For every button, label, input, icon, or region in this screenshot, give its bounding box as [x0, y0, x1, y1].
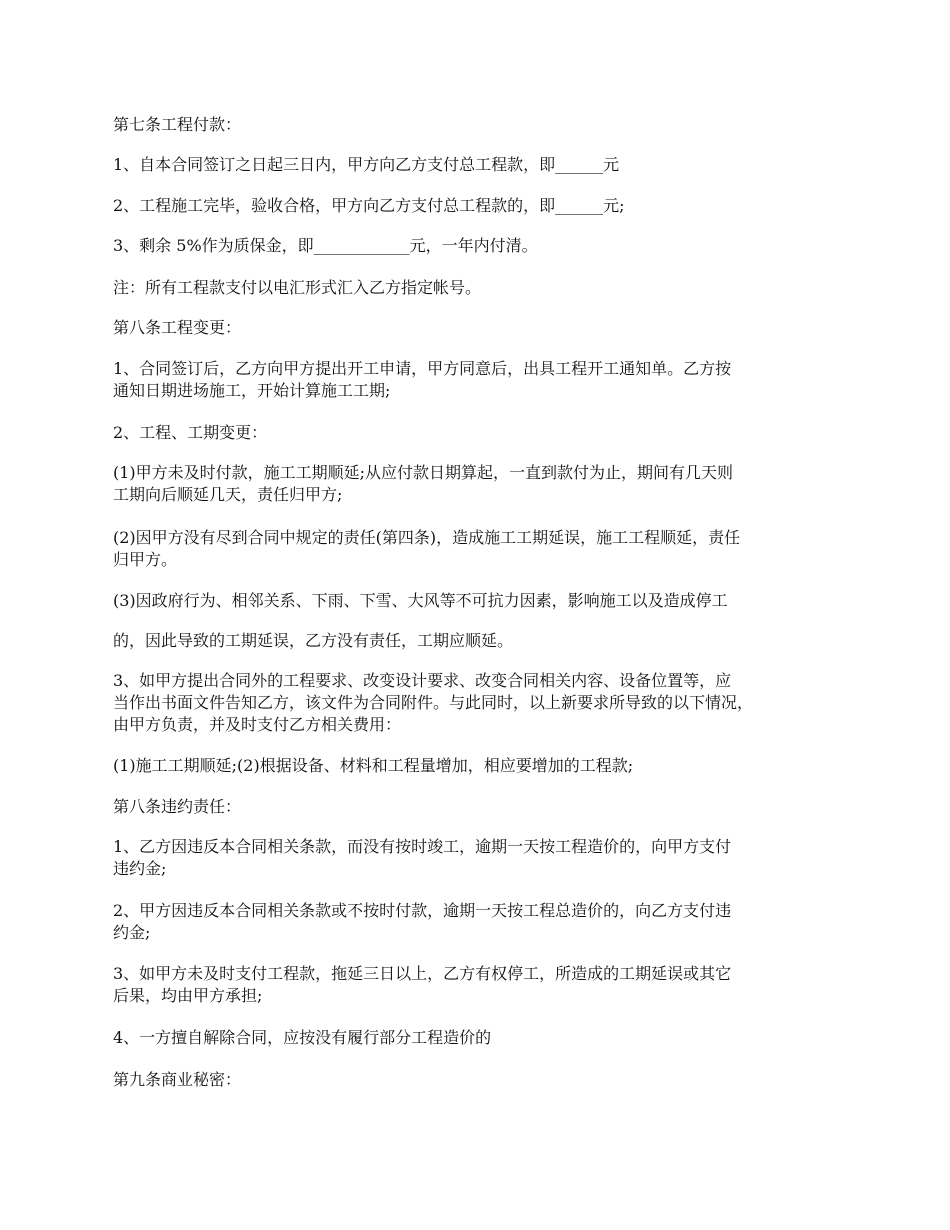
payment-clause-1: 1、自本合同签订之日起三日内，甲方向乙方支付总工程款，即______元: [113, 155, 620, 174]
breach-clause-1-line-2: 违约金;: [113, 859, 167, 878]
change-clause-3-items: (1)施工工期顺延;(2)根据设备、材料和工程量增加，相应要增加的工程款;: [113, 756, 634, 775]
breach-clause-3-line-2: 后果，均由甲方承担;: [113, 986, 263, 1005]
change-item-3-line-1: (3)因政府行为、相邻关系、下雨、下雪、大风等不可抗力因素，影响施工以及造成停工: [113, 591, 728, 610]
change-clause-1-line-2: 通知日期进场施工，开始计算施工工期;: [113, 381, 391, 400]
change-item-1-line-1: (1)甲方未及时付款，施工工期顺延;从应付款日期算起，一直到款付为止，期间有几天则: [113, 463, 734, 482]
payment-note: 注：所有工程款支付以电汇形式汇入乙方指定帐号。: [113, 278, 482, 297]
change-clause-2-heading: 2、工程、工期变更：: [113, 423, 268, 442]
change-clause-3-line-3: 由甲方负责，并及时支付乙方相关费用：: [113, 715, 402, 734]
change-item-2-line-1: (2)因甲方没有尽到合同中规定的责任(第四条)，造成施工工期延误，施工工程顺延，责任: [113, 528, 741, 547]
breach-clause-1-line-1: 1、乙方因违反本合同相关条款，而没有按时竣工，逾期一天按工程造价的，向甲方支付: [113, 837, 732, 856]
breach-heading: 第八条违约责任：: [113, 797, 242, 816]
change-item-2-line-2: 归甲方。: [113, 550, 178, 569]
change-clause-3-line-2: 当作出书面文件告知乙方，该文件为合同附件。与此同时，以上新要求所导致的以下情况，: [113, 693, 754, 712]
change-clause-3-line-1: 3、如甲方提出合同外的工程要求、改变设计要求、改变合同相关内容、设备位置等，应: [113, 671, 732, 690]
payment-clause-2: 2、工程施工完毕，验收合格，甲方向乙方支付总工程款的，即______元;: [113, 196, 625, 215]
article-9-heading: 第九条商业秘密：: [113, 1070, 242, 1089]
change-item-3-line-2: 的，因此导致的工期延误，乙方没有责任，工期应顺延。: [113, 631, 514, 650]
breach-clause-3-line-1: 3、如甲方未及时支付工程款，拖延三日以上，乙方有权停工，所造成的工期延误或其它: [113, 964, 732, 983]
breach-clause-4: 4、一方擅自解除合同，应按没有履行部分工程造价的: [113, 1028, 492, 1047]
article-8-heading: 第八条工程变更：: [113, 318, 242, 337]
breach-clause-2-line-1: 2、甲方因违反本合同相关条款或不按时付款，逾期一天按工程总造价的，向乙方支付违: [113, 901, 732, 920]
change-clause-1-line-1: 1、合同签订后，乙方向甲方提出开工申请，甲方同意后，出具工程开工通知单。乙方按: [113, 359, 732, 378]
breach-clause-2-line-2: 约金;: [113, 923, 151, 942]
payment-clause-3: 3、剩余 5%作为质保金，即____________元，一年内付清。: [113, 236, 538, 255]
change-item-1-line-2: 工期向后顺延几天，责任归甲方;: [113, 485, 343, 504]
article-7-heading: 第七条工程付款：: [113, 115, 242, 134]
